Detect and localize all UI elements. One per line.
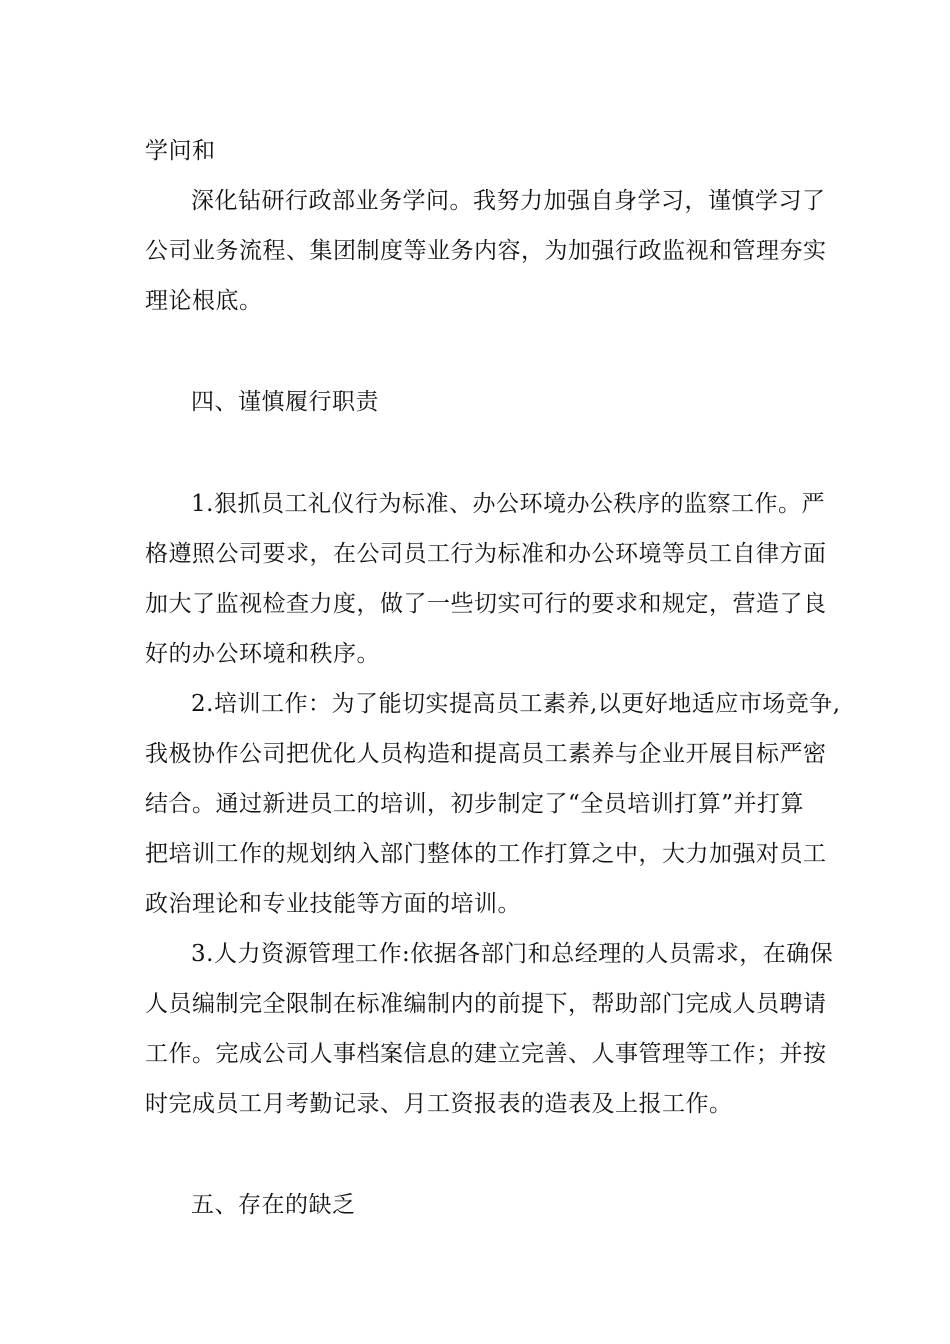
section-heading-5: 五、存在的缺乏 bbox=[191, 1192, 356, 1218]
text-line: 我极协作公司把优化人员构造和提高员工素养与企业开展目标严密 bbox=[145, 741, 827, 767]
text-line: 格遵照公司要求，在公司员工行为标准和办公环境等员工自律方面 bbox=[145, 541, 827, 567]
section-heading-4: 四、谨慎履行职责 bbox=[191, 389, 379, 415]
text-line: 政治理论和专业技能等方面的培训。 bbox=[145, 891, 521, 917]
text-line: 工作。完成公司人事档案信息的建立完善、人事管理等工作；并按 bbox=[145, 1041, 827, 1067]
text-line: 把培训工作的规划纳入部门整体的工作打算之中，大力加强对员工 bbox=[145, 841, 827, 867]
text-line: 理论根底。 bbox=[145, 288, 263, 314]
item-3-line: 3.人力资源管理工作:依据各部门和总经理的人员需求，在确保 bbox=[191, 941, 834, 967]
text-line: 好的办公环境和秩序。 bbox=[145, 641, 380, 667]
text-line: 学问和 bbox=[145, 138, 216, 164]
text-line: 人员编制完全限制在标准编制内的前提下，帮助部门完成人员聘请 bbox=[145, 991, 827, 1017]
text-line: 加大了监视检查力度，做了一些切实可行的要求和规定，营造了良 bbox=[145, 591, 827, 617]
item-2-line: 2.培训工作：为了能切实提高员工素养,以更好地适应市场竞争, bbox=[191, 691, 841, 717]
paragraph-study-line: 深化钻研行政部业务学问。我努力加强自身学习，谨慎学习了 bbox=[191, 188, 826, 214]
text-line: 时完成员工月考勤记录、月工资报表的造表及上报工作。 bbox=[145, 1091, 733, 1117]
text-line: 公司业务流程、集团制度等业务内容，为加强行政监视和管理夯实 bbox=[145, 238, 827, 264]
text-line: 结合。通过新进员工的培训，初步制定了“全员培训打算”并打算 bbox=[145, 791, 805, 817]
item-1-line: 1.狠抓员工礼仪行为标准、办公环境办公秩序的监察工作。严 bbox=[191, 491, 825, 517]
